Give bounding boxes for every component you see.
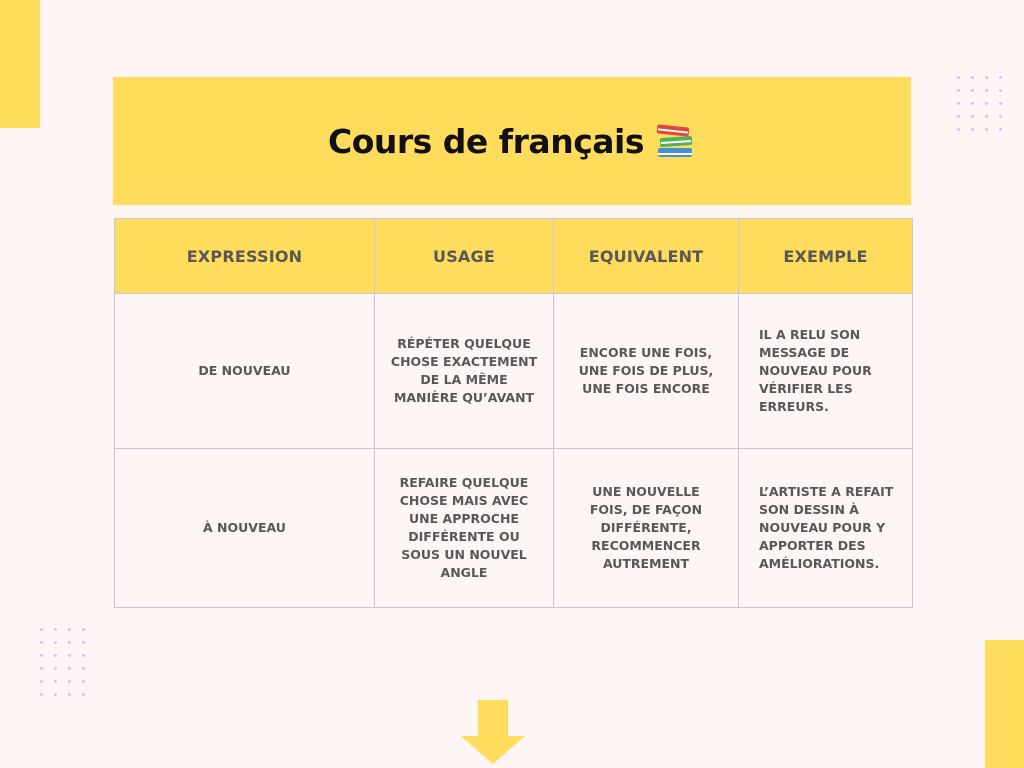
header-usage: USAGE (375, 219, 554, 294)
page-title: Cours de français (328, 121, 644, 161)
cell-expression: À NOUVEAU (115, 449, 375, 608)
expression-table (114, 218, 913, 608)
table-row (115, 294, 913, 449)
books-icon (654, 122, 696, 160)
cell-equivalent: ENCORE UNE FOIS, UNE FOIS DE PLUS, UNE FOIS ENCORE (554, 294, 739, 449)
header-expression: EXPRESSION (115, 219, 375, 294)
cell-example: L’ARTISTE A REFAIT SON DESSIN À NOUVEAU POUR Y APPORTER DES AMÉLIORATIONS. (739, 449, 913, 608)
header-equivalent: EQUIVALENT (554, 219, 739, 294)
cell-expression: DE NOUVEAU (115, 294, 375, 449)
cell-usage: RÉPÉTER QUELQUE CHOSE EXACTEMENT DE LA MÊME MANIÈRE QU’AVANT (375, 294, 554, 449)
table-row (115, 449, 913, 608)
cell-equivalent: UNE NOUVELLE FOIS, DE FAÇON DIFFÉRENTE, RECOMMENCER AUTREMENT (554, 449, 739, 608)
decorative-yellow-bar-top-left (0, 0, 40, 128)
decorative-dot-grid-bottom-left (40, 628, 86, 696)
header-example: EXEMPLE (739, 219, 913, 294)
table-header-row (115, 219, 913, 294)
decorative-dot-grid-top-right (957, 76, 1003, 131)
cell-usage: REFAIRE QUELQUE CHOSE MAIS AVEC UNE APPROCHE DIFFÉRENTE OU SOUS UN NOUVEL ANGLE (375, 449, 554, 608)
decorative-yellow-bar-bottom-right (985, 640, 1024, 768)
title-banner (113, 77, 911, 205)
cell-example: IL A RELU SON MESSAGE DE NOUVEAU POUR VÉRIFIER LES ERREURS. (739, 294, 913, 449)
arrow-down-icon (461, 700, 525, 764)
